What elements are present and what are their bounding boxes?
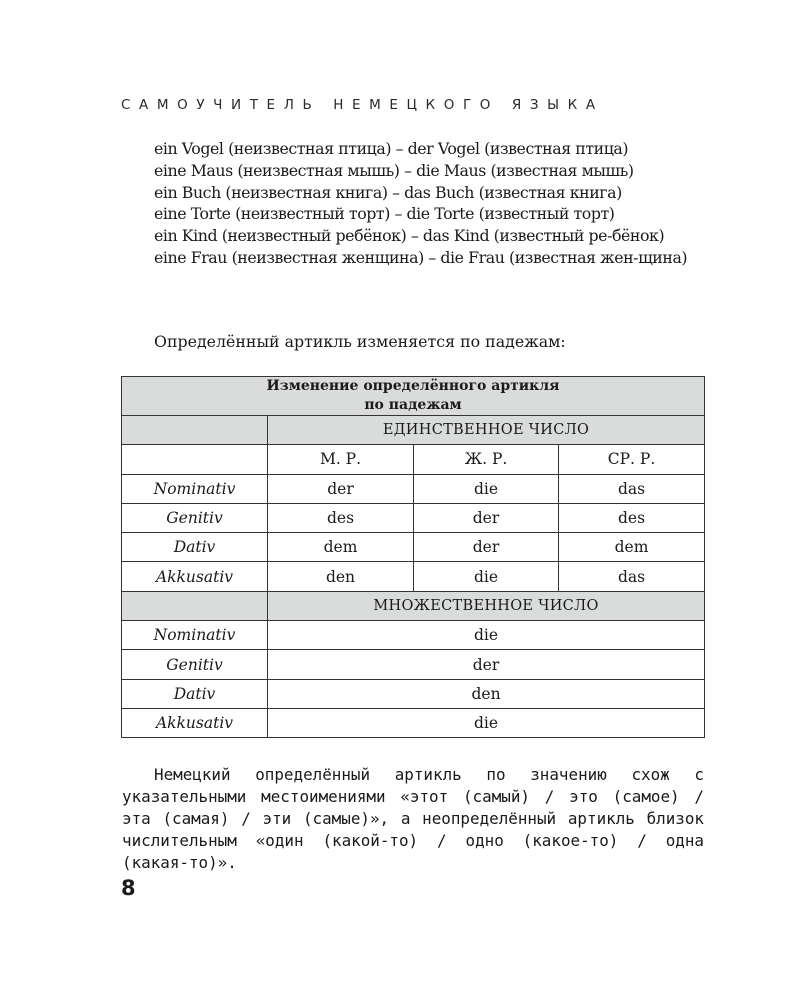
case-label: Nominativ (122, 474, 268, 503)
table-row (122, 503, 705, 532)
article-cell: das (559, 562, 705, 591)
article-cell: die (268, 708, 705, 737)
table-caption-line: по падежам (364, 397, 462, 413)
gender-header-feminine: Ж. Р. (414, 445, 559, 474)
article-cell: der (268, 474, 414, 503)
table-row (122, 474, 705, 503)
empty-cell (122, 416, 268, 445)
article-cell: der (414, 533, 559, 562)
article-cell: den (268, 679, 705, 708)
article-cell: die (414, 474, 559, 503)
article-cell: die (414, 562, 559, 591)
table-intro: Определённый артикль изменяется по падежам: (154, 332, 566, 351)
running-header: САМОУЧИТЕЛЬ НЕМЕЦКОГО ЯЗЫКА (121, 97, 604, 113)
case-label: Dativ (122, 533, 268, 562)
table-row (122, 650, 705, 679)
plural-header: МНОЖЕСТВЕННОЕ ЧИСЛО (268, 591, 705, 620)
article-declension-table (121, 376, 705, 738)
article-cell: der (268, 650, 705, 679)
table-caption-line: Изменение определённого артикля (266, 378, 560, 394)
case-label: Nominativ (122, 621, 268, 650)
article-cell: dem (559, 533, 705, 562)
article-cell: des (559, 503, 705, 532)
article-cell: des (268, 503, 414, 532)
article-cell: dem (268, 533, 414, 562)
singular-header: ЕДИНСТВЕННОЕ ЧИСЛО (268, 416, 705, 445)
gender-header-neuter: СР. Р. (559, 445, 705, 474)
page-number: 8 (121, 876, 136, 900)
article-cell: den (268, 562, 414, 591)
empty-cell (122, 591, 268, 620)
table-row (122, 621, 705, 650)
example-line: ein Kind (неизвестный ребёнок) – das Kind (известный ре-бёнок) (154, 226, 665, 246)
article-cell: das (559, 474, 705, 503)
example-line: eine Frau (неизвестная женщина) – die Frau (известная жен-щина) (154, 247, 688, 267)
empty-cell (122, 445, 268, 474)
table-row (122, 679, 705, 708)
case-label: Genitiv (122, 650, 268, 679)
article-cell: die (268, 621, 705, 650)
example-line: ein Buch (неизвестная книга) – das Buch (известная книга) (154, 182, 622, 202)
closing-text: Немецкий определённый артикль по значению схож с указательными местоимениями «этот (самый) / это (самое) / эта (самая) / эти (самые)», а неопределённый артикль близок числительным «один (какой-то) / одно (какое-то) / одна (какая-то)». (122, 765, 704, 872)
table-row (122, 533, 705, 562)
example-line: eine Maus (неизвестная мышь) – die Maus (известная мышь) (154, 160, 634, 180)
table-caption (122, 377, 705, 416)
example-list (122, 138, 704, 269)
table-row (122, 562, 705, 591)
case-label: Akkusativ (122, 708, 268, 737)
table-row (122, 708, 705, 737)
closing-paragraph (122, 764, 704, 874)
example-line: eine Torte (неизвестный торт) – die Torte (известный торт) (154, 204, 615, 224)
case-label: Akkusativ (122, 562, 268, 591)
article-cell: der (414, 503, 559, 532)
example-line: ein Vogel (неизвестная птица) – der Vogel (известная птица) (154, 139, 629, 158)
case-label: Genitiv (122, 503, 268, 532)
gender-header-masculine: М. Р. (268, 445, 414, 474)
case-label: Dativ (122, 679, 268, 708)
